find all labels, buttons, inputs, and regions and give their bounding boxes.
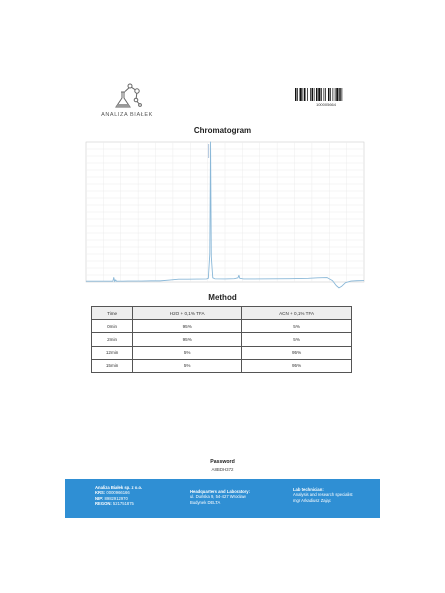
password-label: Password bbox=[210, 459, 235, 465]
barcode-bar bbox=[316, 88, 318, 101]
barcode-bar bbox=[339, 88, 341, 101]
table-cell: 5% bbox=[242, 320, 352, 333]
password-block bbox=[0, 459, 445, 472]
company-logo-text: ANALIZA BIAŁEK bbox=[101, 112, 153, 118]
table-cell: 15min bbox=[92, 359, 133, 372]
nip-label: NIP: bbox=[95, 495, 104, 501]
barcode-bar bbox=[307, 88, 308, 101]
chromatogram-chart bbox=[72, 136, 372, 292]
barcode-bar bbox=[342, 88, 343, 101]
hq-building: Budynek DELTA bbox=[190, 499, 221, 505]
flask-molecule-icon bbox=[110, 82, 144, 110]
barcode-bar bbox=[333, 88, 334, 101]
krs-label: KRS: bbox=[95, 490, 106, 496]
barcode-bar bbox=[304, 88, 306, 101]
barcode-bar bbox=[300, 88, 302, 101]
table-row bbox=[92, 320, 352, 333]
regon-label: REGON: bbox=[95, 501, 112, 507]
table-cell: 95% bbox=[242, 359, 352, 372]
table-cell: 5% bbox=[133, 359, 242, 372]
method-table bbox=[91, 306, 352, 373]
method-title: Method bbox=[208, 293, 237, 302]
footer-hq bbox=[190, 489, 250, 505]
table-cell: 2min bbox=[92, 333, 133, 346]
barcode-bar bbox=[295, 88, 297, 101]
technician-title: Lab technician: bbox=[293, 487, 324, 492]
nip-value: 8982912970 bbox=[104, 495, 128, 501]
barcode-number: 100005664 bbox=[315, 102, 337, 107]
barcode-bar bbox=[325, 88, 326, 101]
footer bbox=[65, 479, 380, 518]
method-header-time: Time bbox=[92, 307, 133, 320]
table-cell: 5% bbox=[242, 333, 352, 346]
chromatogram-title: Chromatogram bbox=[193, 126, 252, 135]
barcode-bar bbox=[318, 88, 320, 101]
table-cell: 95% bbox=[242, 346, 352, 359]
method-header-water: H2O + 0,1% TFA bbox=[133, 307, 242, 320]
technician-role: Analysis and research specialist bbox=[293, 492, 353, 498]
table-row bbox=[92, 333, 352, 346]
barcode-bar bbox=[330, 88, 331, 101]
regon-value: 521751875 bbox=[112, 501, 134, 507]
table-cell: 12min bbox=[92, 346, 133, 359]
barcode-bar bbox=[321, 88, 322, 101]
krs-value: 0000966166 bbox=[106, 490, 130, 496]
company-name: Analiza Białek sp. z o.o. bbox=[95, 485, 143, 490]
hq-address: ul. Duńska 9, 54-427 Wrocław bbox=[190, 494, 246, 500]
barcode-bar bbox=[312, 88, 314, 101]
method-table-header-row bbox=[92, 307, 352, 320]
table-row bbox=[92, 346, 352, 359]
table-cell: 95% bbox=[133, 333, 242, 346]
barcode-bar bbox=[328, 88, 330, 101]
barcode-bar bbox=[335, 88, 336, 101]
table-cell: 95% bbox=[133, 320, 242, 333]
barcode-bar bbox=[324, 88, 325, 101]
footer-company bbox=[95, 485, 142, 507]
method-header-acn: ACN + 0,1% TFA bbox=[242, 307, 352, 320]
technician-name: mgr Arkadiusz Zając bbox=[293, 497, 331, 503]
barcode-bar bbox=[310, 88, 311, 101]
barcode-bar bbox=[336, 88, 338, 101]
barcode-bar bbox=[314, 88, 315, 101]
table-cell: 0min bbox=[92, 320, 133, 333]
table-cell: 5% bbox=[133, 346, 242, 359]
barcode-icon bbox=[295, 88, 357, 101]
regon-line bbox=[95, 501, 142, 506]
footer-technician bbox=[293, 487, 353, 503]
company-logo bbox=[92, 82, 162, 118]
barcode-bar bbox=[297, 88, 298, 101]
hq-title: Headquarters and Laboratory: bbox=[190, 489, 251, 494]
table-row bbox=[92, 359, 352, 372]
barcode-bar bbox=[303, 88, 304, 101]
barcode bbox=[295, 88, 357, 107]
password-value: A8BDH372 bbox=[211, 467, 234, 472]
